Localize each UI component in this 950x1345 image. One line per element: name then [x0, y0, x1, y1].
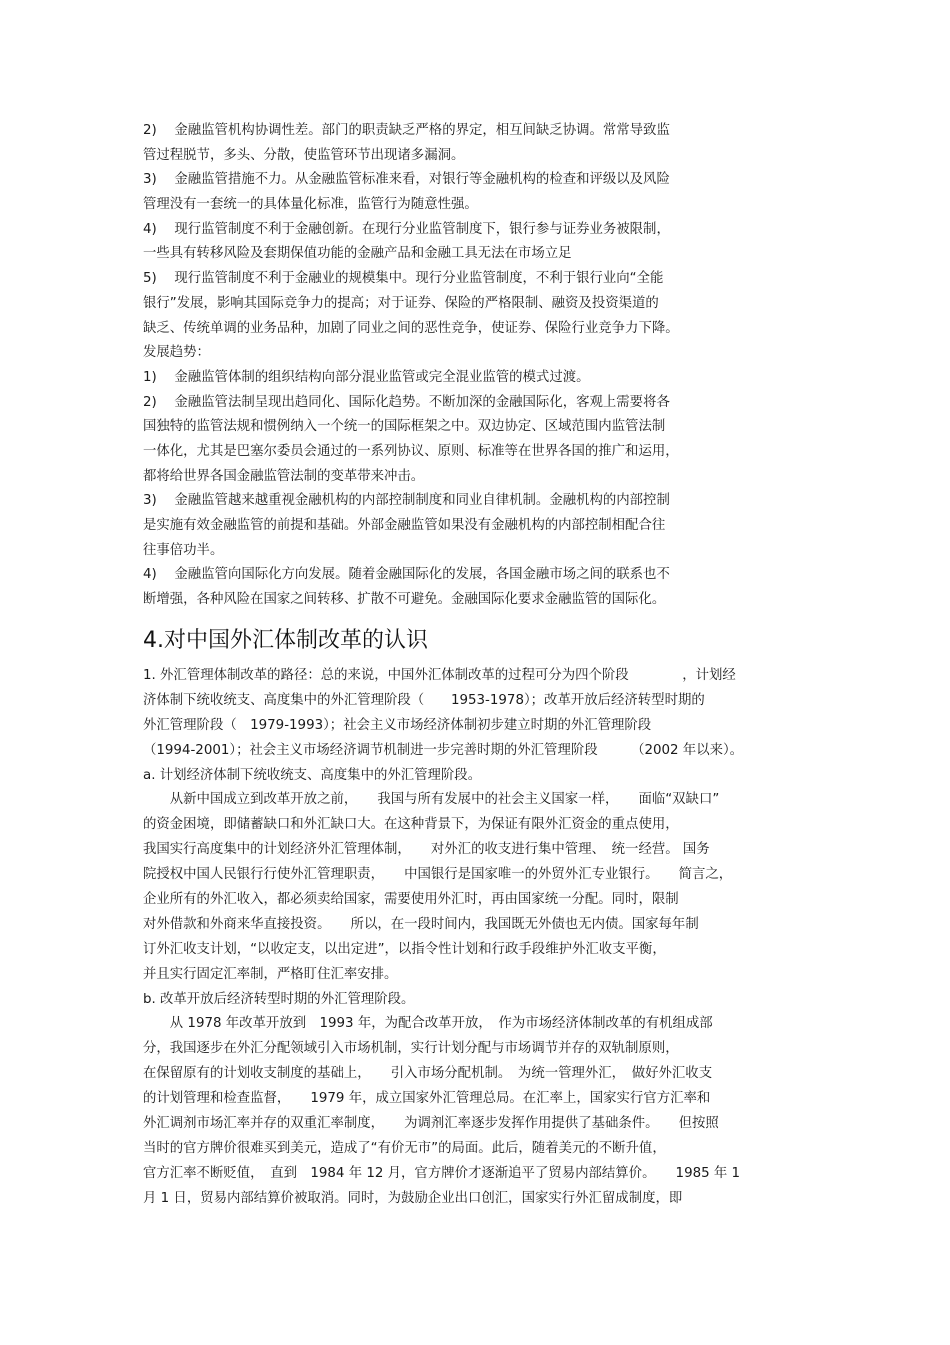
paragraph-line: 企业所有的外汇收入，都必须卖给国家，需要使用外汇时，再由国家统一分配。同时，限制	[143, 892, 679, 908]
paragraph-line: 一体化，尤其是巴塞尔委员会通过的一系列协议、原则、标准等在世界各国的推广和运用，	[143, 443, 679, 459]
paragraph-line: 分，我国逐步在外汇分配领域引入市场机制，实行计划分配与市场调节并存的双轨制原则，	[143, 1041, 679, 1057]
forex-reform-section	[143, 664, 813, 1212]
paragraph-line: 管过程脱节，多头、分散，使监管环节出现诸多漏洞。	[143, 147, 465, 163]
paragraph-line: 我国实行高度集中的计划经济外汇管理体制， 对外汇的收支进行集中管理、 统一经营。 国务	[143, 842, 710, 858]
paragraph-line: 外汇管理阶段（ 1979-1993）；社会主义市场经济体制初步建立时期的外汇管理阶段	[143, 717, 652, 733]
paragraph-line: 3) 金融监管措施不力。从金融监管标准来看，对银行等金融机构的检查和评级以及风险	[143, 172, 670, 188]
paragraph-line: 国独特的监管法规和惯例纳入一个统一的国际框架之中。双边协定、区域范围内监管法制	[143, 419, 666, 435]
paragraph-line: 的计划管理和检查监督， 1979 年，成立国家外汇管理总局。在汇率上，国家实行官方汇率和	[143, 1091, 711, 1107]
paragraph-line: 官方汇率不断贬值， 直到 1984 年 12 月，官方牌价才逐渐追平了贸易内部结算价。 1985 年 1	[143, 1165, 741, 1181]
paragraph-line: 一些具有转移风险及套期保值功能的金融产品和金融工具无法在市场立足	[143, 246, 572, 262]
paragraph-line: 发展趋势：	[143, 345, 210, 361]
paragraph-line: 订外汇收支计划，“以收定支，以出定进”，以指令性计划和行政手段维护外汇收支平衡，	[143, 941, 666, 957]
paragraph-line: 在保留原有的计划收支制度的基础上， 引入市场分配机制。 为统一管理外汇， 做好外汇收支	[143, 1066, 713, 1082]
paragraph-line: 当时的官方牌价很难买到美元，造成了“有价无市”的局面。此后，随着美元的不断升值，	[143, 1140, 666, 1156]
paragraph-line: 济体制下统收统支、高度集中的外汇管理阶段（ 1953-1978）；改革开放后经济转型时期的	[143, 692, 705, 708]
paragraph-line: 月 1 日，贸易内部结算价被取消。同时，为鼓励企业出口创汇，国家实行外汇留成制度，即	[143, 1190, 683, 1206]
paragraph-line: 5) 现行监管制度不利于金融业的规模集中。现行分业监管制度，不利于银行业向“全能	[143, 271, 664, 287]
regulation-issues-section	[143, 119, 743, 613]
paragraph-line: 3) 金融监管越来越重视金融机构的内部控制制度和同业自律机制。金融机构的内部控制	[143, 493, 670, 509]
paragraph-line: 往事倍功半。	[143, 542, 224, 558]
paragraph-line: 银行”发展，影响其国际竞争力的提高；对于证券、保险的严格限制、融资及投资渠道的	[143, 295, 659, 311]
paragraph-line: 缺乏、传统单调的业务品种，加剧了同业之间的恶性竞争，使证券、保险行业竞争力下降。	[143, 320, 679, 336]
paragraph-line: a. 计划经济体制下统收统支、高度集中的外汇管理阶段。	[143, 767, 482, 783]
paragraph-line: 2) 金融监管法制呈现出趋同化、国际化趋势。不断加深的金融国际化，客观上需要将各	[143, 394, 670, 410]
paragraph-line: 外汇调剂市场汇率并存的双重汇率制度， 为调剂汇率逐步发挥作用提供了基础条件。 但按照	[143, 1116, 719, 1132]
paragraph-line: 1. 外汇管理体制改革的路径：总的来说，中国外汇体制改革的过程可分为四个阶段 ，计划经	[143, 668, 736, 683]
paragraph-line: 4) 现行监管制度不利于金融创新。在现行分业监管制度下，银行参与证券业务被限制，	[143, 221, 670, 237]
paragraph-line: 都将给世界各国金融监管法制的变革带来冲击。	[143, 468, 425, 484]
paragraph-line: 从 1978 年改革开放到 1993 年，为配合改革开放， 作为市场经济体制改革的有机组成部	[143, 1016, 713, 1032]
paragraph-line: 是实施有效金融监管的前提和基础。外部金融监管如果没有金融机构的内部控制相配合往	[143, 518, 666, 533]
paragraph-line: 2) 金融监管机构协调性差。部门的职责缺乏严格的界定，相互间缺乏协调。常常导致监	[143, 123, 670, 138]
paragraph-line: 1) 金融监管体制的组织结构向部分混业监管或完全混业监管的模式过渡。	[143, 369, 590, 385]
paragraph-line: 的资金困境，即储蓄缺口和外汇缺口大。在这种背景下，为保证有限外汇资金的重点使用，	[143, 817, 679, 833]
paragraph-line: 从新中国成立到改革开放之前， 我国与所有发展中的社会主义国家一样， 面临“双缺口”	[143, 792, 720, 808]
paragraph-line: （1994-2001）；社会主义市场经济调节机制进一步完善时期的外汇管理阶段 （2002 年以来）。	[143, 742, 744, 758]
paragraph-line: 管理没有一套统一的具体量化标准，监管行为随意性强。	[143, 197, 478, 213]
paragraph-line: 并且实行固定汇率制，严格盯住汇率安排。	[143, 966, 398, 982]
paragraph-line: 断增强，各种风险在国家之间转移、扩散不可避免。金融国际化要求金融监管的国际化。	[143, 592, 666, 608]
paragraph-line: 4) 金融监管向国际化方向发展。随着金融国际化的发展，各国金融市场之间的联系也不	[143, 567, 670, 583]
paragraph-line: 对外借款和外商来华直接投资。 所以，在一段时间内，我国既无外债也无内债。国家每年制	[143, 916, 699, 932]
paragraph-line: b. 改革开放后经济转型时期的外汇管理阶段。	[143, 991, 415, 1007]
paragraph-line: 院授权中国人民银行行使外汇管理职责， 中国银行是国家唯一的外贸外汇专业银行。 简言之，	[143, 867, 733, 883]
section-heading: 4.对中国外汇体制改革的认识	[143, 628, 428, 653]
